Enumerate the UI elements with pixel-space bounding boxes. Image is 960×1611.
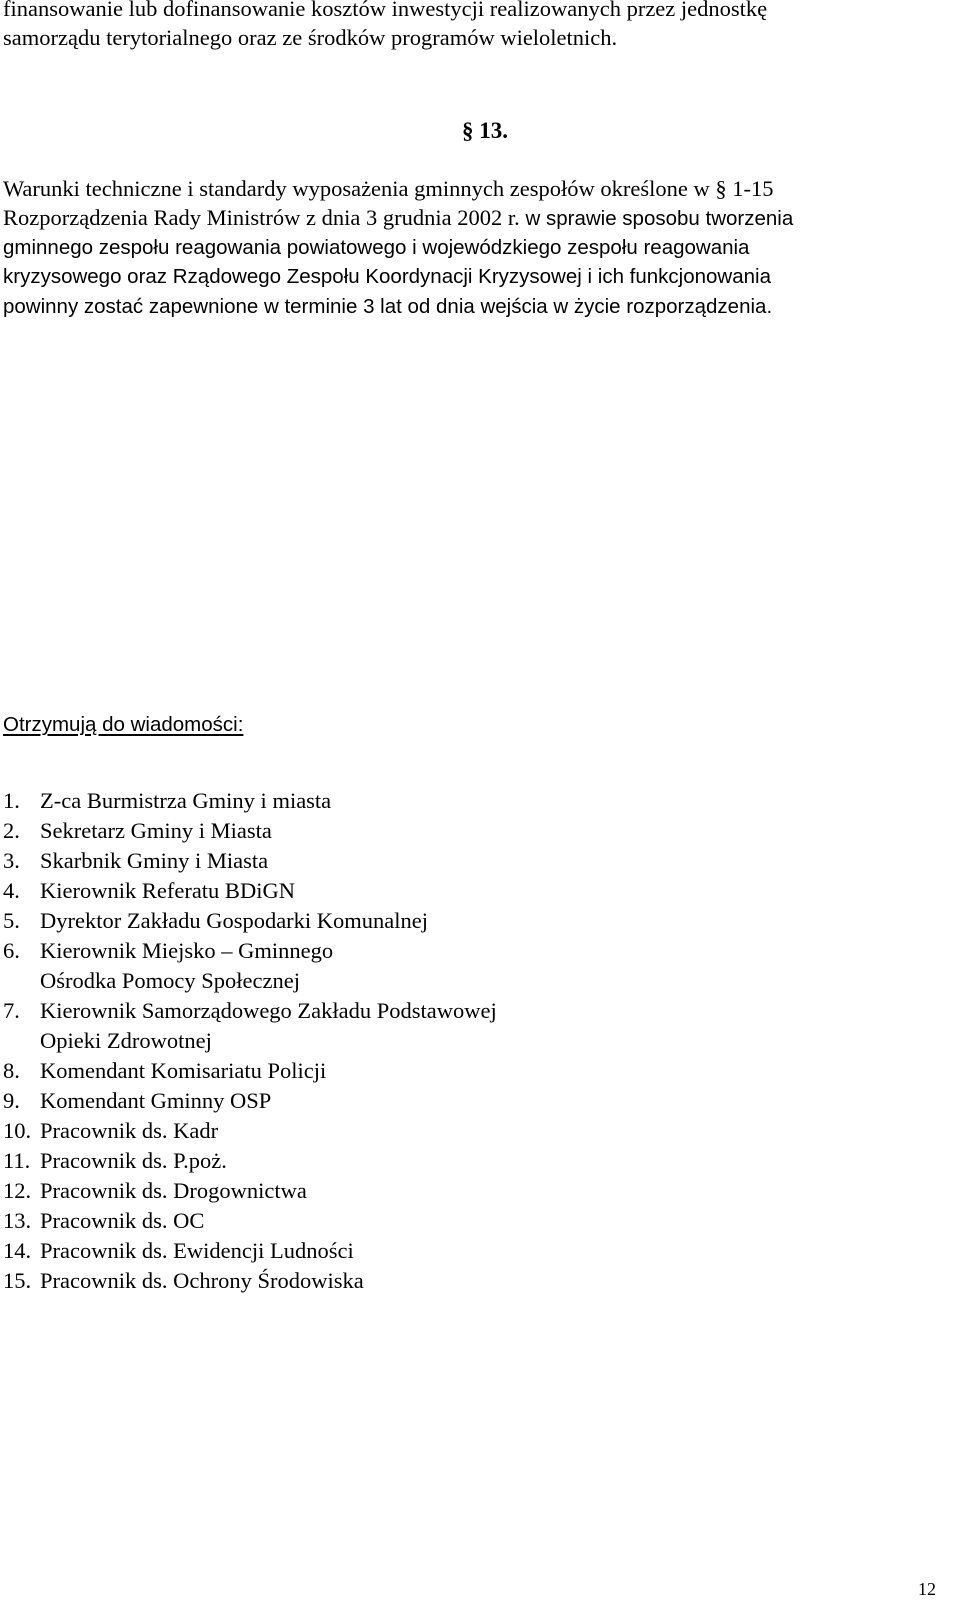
list-item: 2. Sekretarz Gminy i Miasta bbox=[3, 818, 272, 843]
list-item: 11. Pracownik ds. P.poż. bbox=[3, 1148, 227, 1173]
paragraph-line-5: powinny zostać zapewnione w terminie 3 lat od dnia wejścia w życie rozporządzenia. bbox=[3, 295, 773, 318]
paragraph-line-1: Warunki techniczne i standardy wyposażenia gminnych zespołów określone w § 1-15 bbox=[3, 176, 774, 201]
list-item: 10. Pracownik ds. Kadr bbox=[3, 1118, 219, 1143]
paragraph-line-2-start: Rozporządzenia Rady Ministrów z dnia 3 grudnia 2002 r. bbox=[3, 205, 520, 230]
list-item: 7. Kierownik Samorządowego Zakładu Podstawowej Opieki Zdrowotnej bbox=[3, 996, 497, 1056]
list-item: 6. Kierownik Miejsko – Gminnego Ośrodka Pomocy Społecznej bbox=[3, 936, 497, 996]
paragraph-line-2-tail: w sprawie sposobu tworzenia bbox=[519, 207, 794, 230]
list-item: 1. Z-ca Burmistrza Gminy i miasta bbox=[3, 788, 332, 813]
list-item: 4. Kierownik Referatu BDiGN bbox=[3, 878, 295, 903]
list-item-continuation: Opieki Zdrowotnej bbox=[40, 1028, 212, 1053]
section-heading: § 13. bbox=[462, 118, 508, 143]
paragraph-line-3: gminnego zespołu reagowania powiatowego i wojewódzkiego zespołu reagowania bbox=[3, 236, 750, 259]
list-item: 5. Dyrektor Zakładu Gospodarki Komunalnej bbox=[3, 908, 429, 933]
list-item: 12. Pracownik ds. Drogownictwa bbox=[3, 1178, 307, 1203]
recipients-title: Otrzymują do wiadomości: bbox=[3, 713, 244, 736]
list-item: 9. Komendant Gminny OSP bbox=[3, 1088, 272, 1113]
list-item: 3. Skarbnik Gminy i Miasta bbox=[3, 848, 269, 873]
paragraph-line-4: kryzysowego oraz Rządowego Zespołu Koordynacji Kryzysowej i ich funkcjonowania bbox=[3, 265, 771, 288]
paragraph-line-2 bbox=[3, 203, 793, 234]
list-item: 15. Pracownik ds. Ochrony Środowiska bbox=[3, 1268, 364, 1293]
list-item: 14. Pracownik ds. Ewidencji Ludności bbox=[3, 1238, 354, 1263]
list-item: 13. Pracownik ds. OC bbox=[3, 1208, 205, 1233]
recipients-list bbox=[3, 786, 497, 1296]
intro-line-2: samorządu terytorialnego oraz ze środków programów wieloletnich. bbox=[3, 25, 618, 50]
list-item: 8. Komendant Komisariatu Policji bbox=[3, 1058, 327, 1083]
page-number: 12 bbox=[918, 1579, 936, 1599]
intro-line-1: finansowanie lub dofinansowanie kosztów inwestycji realizowanych przez jednostkę bbox=[3, 0, 768, 21]
list-item-continuation: Ośrodka Pomocy Społecznej bbox=[40, 968, 300, 993]
